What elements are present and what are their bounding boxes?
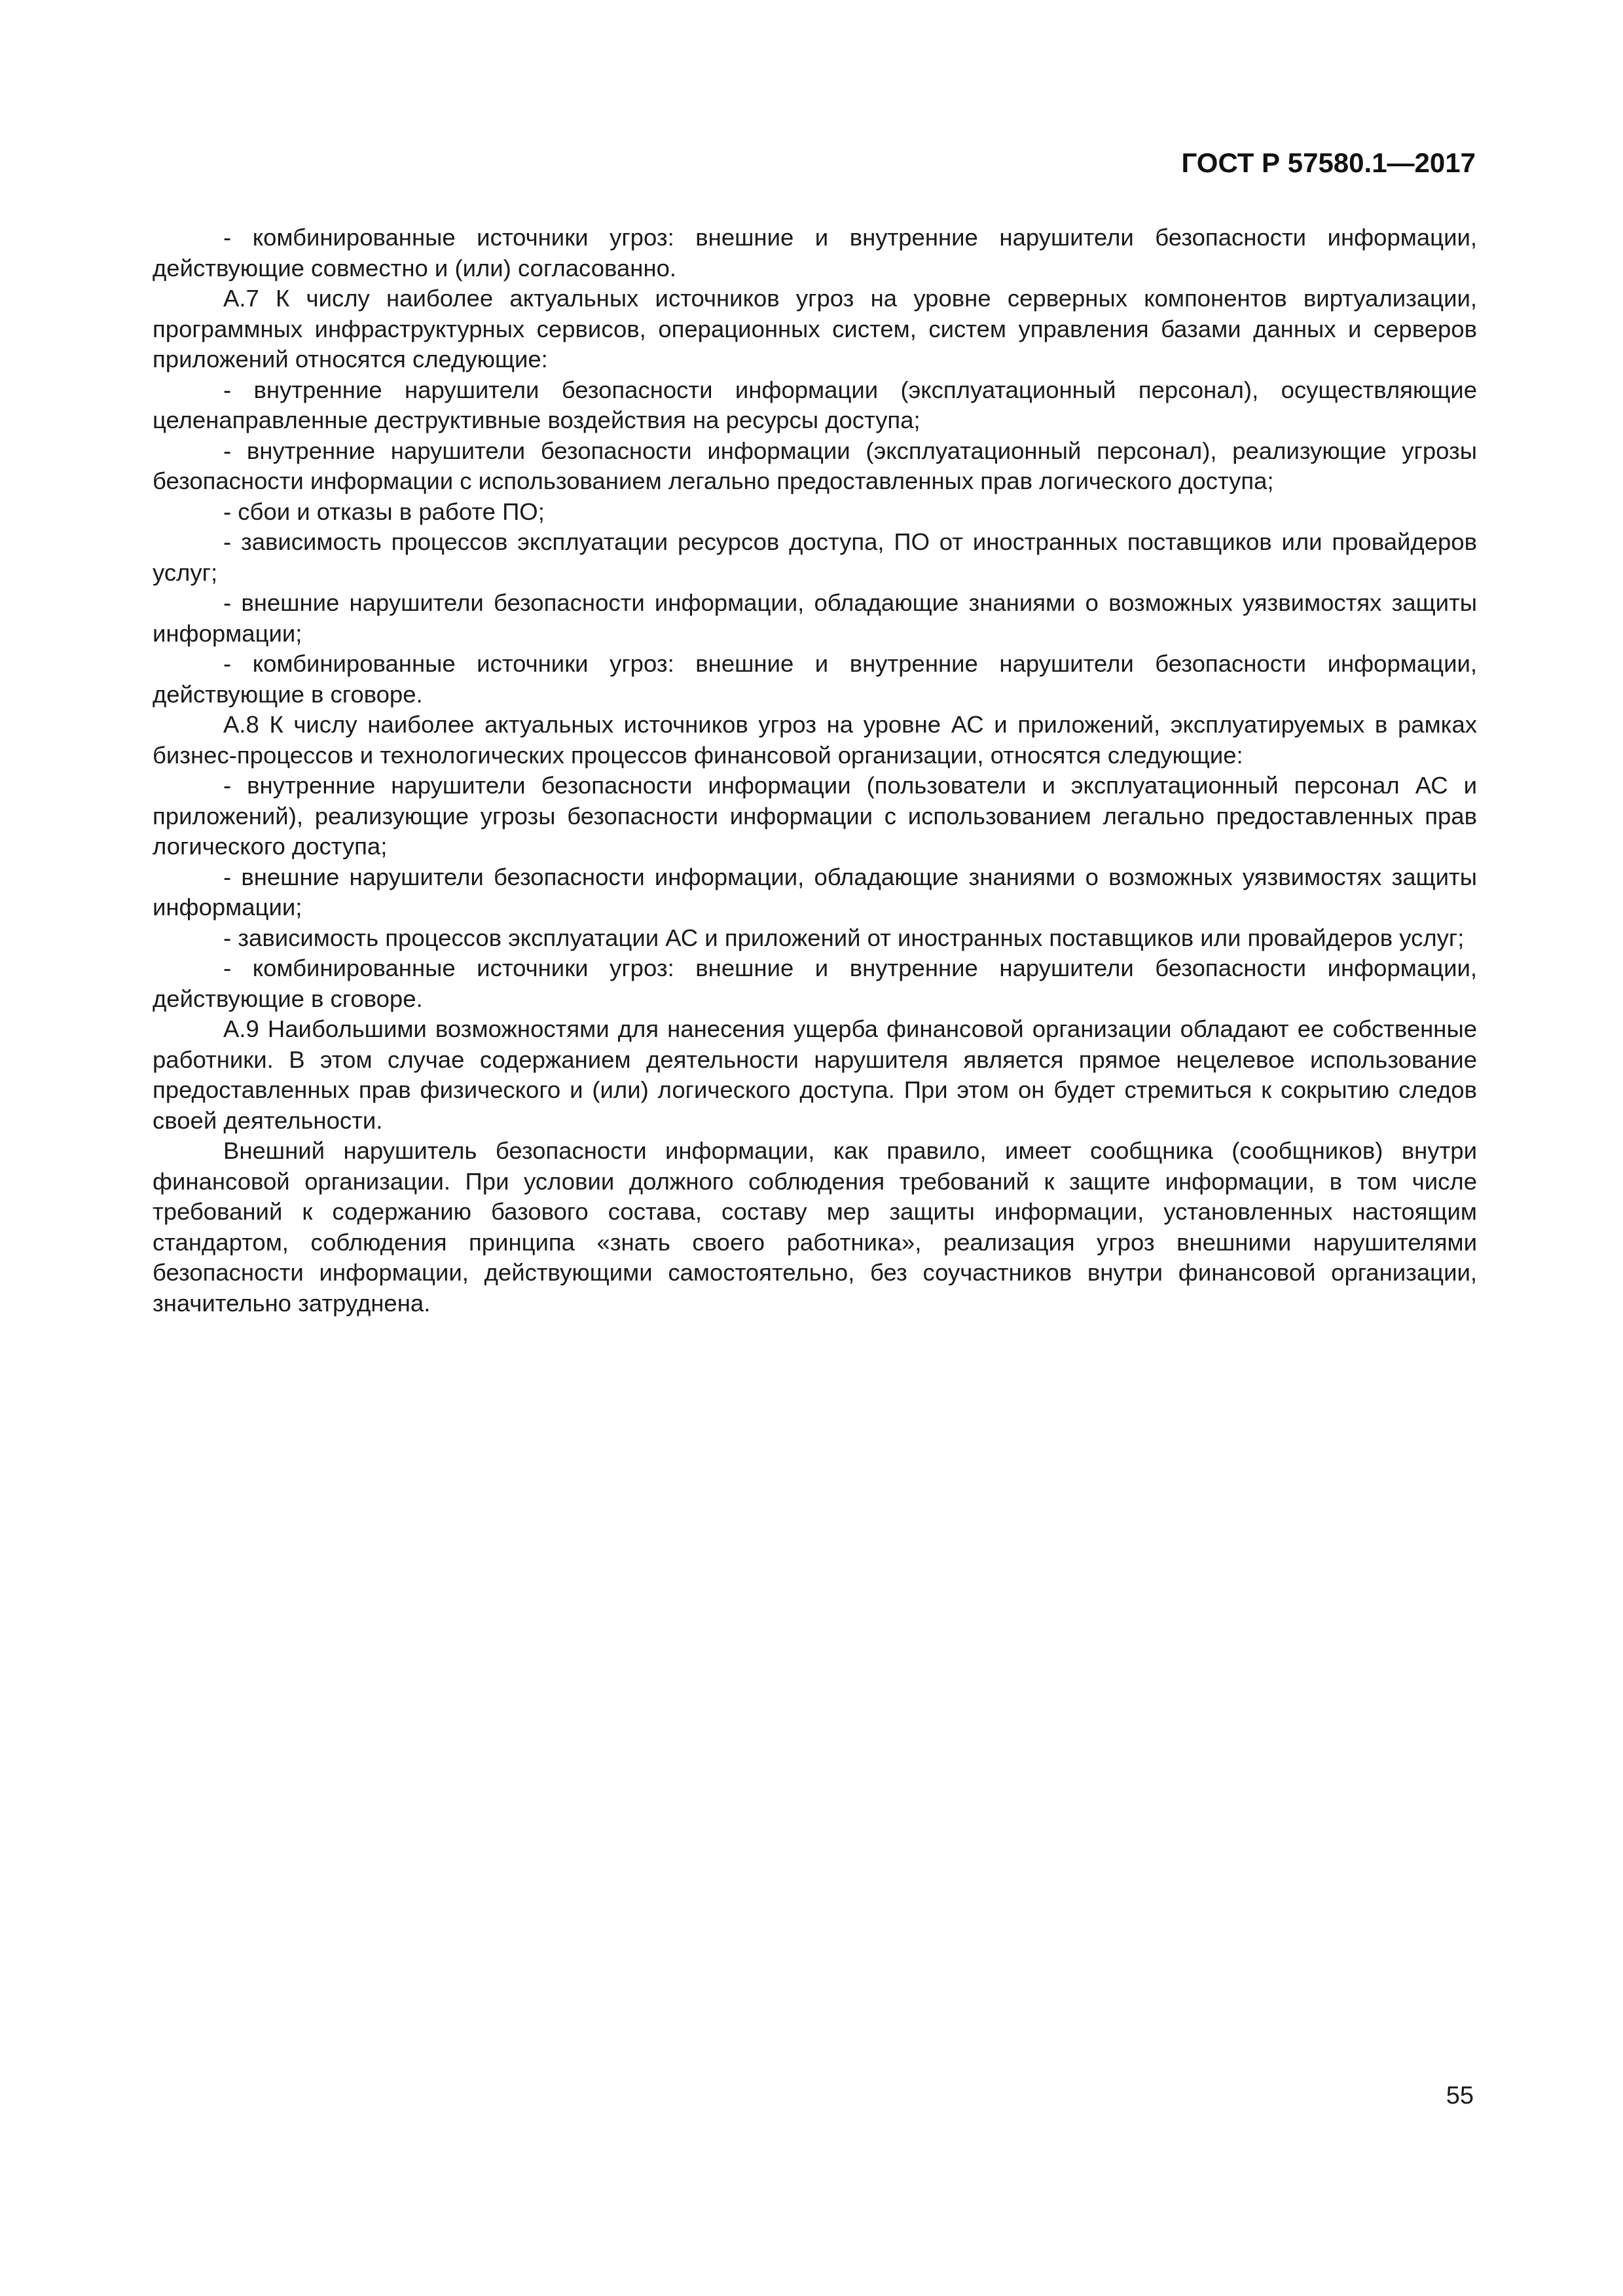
paragraph: - внешние нарушители безопасности информации, обладающие знаниями о возможных уязвимостях защиты информации;	[153, 589, 1477, 647]
paragraph: - внутренние нарушители безопасности информации (эксплуатационный персонал), реализующие угрозы безопасности информации с использованием легально предоставленных прав логического доступа;	[153, 437, 1477, 494]
paragraph: - внутренние нарушители безопасности информации (пользователи и эксплуатационный персонал АС и приложений), реализующие угрозы безопасности информации с использованием легально предоставленных прав логического доступа;	[153, 772, 1477, 860]
paragraph: Внешний нарушитель безопасности информации, как правило, имеет сообщника (сообщников) внутри финансовой организации. При условии должного соблюдения требований к защите информации, в том числе требований к содержанию базового состава, составу мер защиты информации, установленных настоящим стандартом, соблюдения принципа «знать своего работника», реализация угроз внешними нарушителями безопасности информации, действующими самостоятельно, без соучастников внутри финансовой организации, значительно затруднена.	[153, 1137, 1477, 1317]
document-id-header: ГОСТ Р 57580.1—2017	[1181, 147, 1476, 178]
paragraph: - комбинированные источники угроз: внешние и внутренние нарушители безопасности информации, действующие в сговоре.	[153, 650, 1477, 708]
paragraph: - зависимость процессов эксплуатации АС и приложений от иностранных поставщиков или провайдеров услуг;	[223, 924, 1465, 951]
paragraph: - комбинированные источники угроз: внешние и внутренние нарушители безопасности информации, действующие в сговоре.	[153, 955, 1477, 1012]
paragraph: - сбои и отказы в работе ПО;	[223, 498, 545, 525]
paragraph: А.9 Наибольшими возможностями для нанесения ущерба финансовой организации обладают ее собственные работники. В этом случае содержанием деятельности нарушителя является прямое нецелевое использование предоставленных прав физического и (или) логического доступа. При этом он будет стремиться к сокрытию следов своей деятельности.	[153, 1015, 1477, 1134]
paragraph: А.7 К числу наиболее актуальных источников угроз на уровне серверных компонентов виртуализации, программных инфраструктурных сервисов, операционных систем, систем управления базами данных и серверов приложений относятся следующие:	[153, 285, 1477, 373]
document-body	[153, 223, 1477, 1319]
page-number: 55	[1446, 2082, 1474, 2109]
paragraph: - комбинированные источники угроз: внешние и внутренние нарушители безопасности информации, действующие совместно и (или) согласованно.	[153, 224, 1477, 282]
paragraph: - внешние нарушители безопасности информации, обладающие знаниями о возможных уязвимостях защиты информации;	[153, 863, 1477, 920]
paragraph: - зависимость процессов эксплуатации ресурсов доступа, ПО от иностранных поставщиков или провайдеров услуг;	[153, 528, 1477, 586]
paragraph: А.8 К числу наиболее актуальных источников угроз на уровне АС и приложений, эксплуатируемых в рамках бизнес-процессов и технологических процессов финансовой организации, относятся следующие:	[153, 711, 1477, 769]
paragraph: - внутренние нарушители безопасности информации (эксплуатационный персонал), осуществляющие целенаправленные деструктивные воздействия на ресурсы доступа;	[153, 376, 1477, 433]
